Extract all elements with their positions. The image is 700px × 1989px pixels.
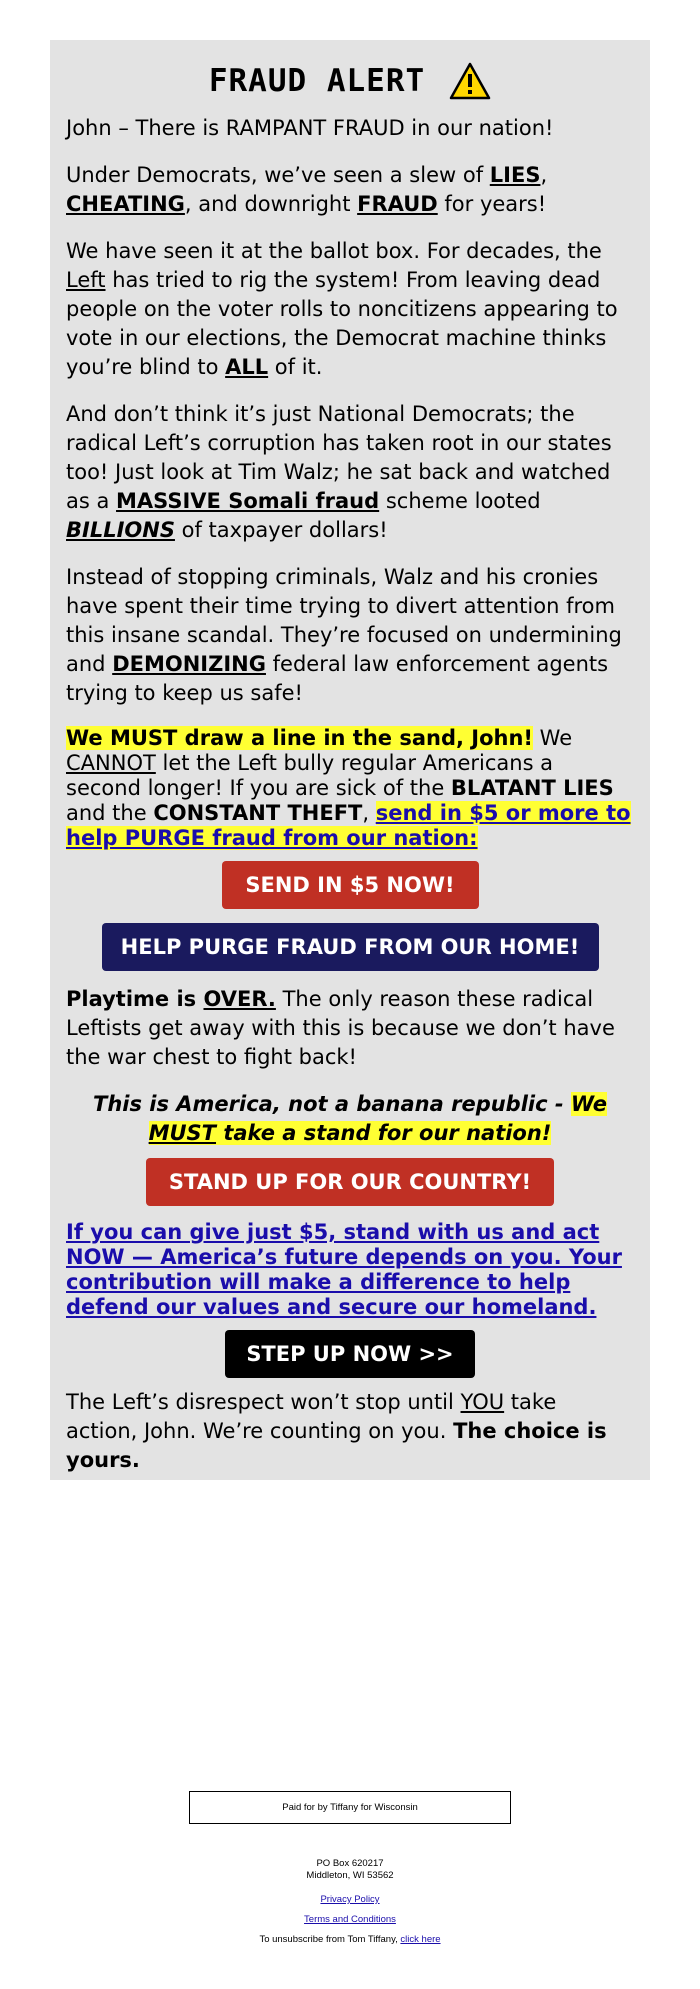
unsubscribe-row bbox=[0, 1934, 700, 1945]
terms-link[interactable]: Terms and Conditions bbox=[304, 1914, 396, 1925]
paragraph-closing: The Left’s disrespect won’t stop until YOU take action, John. We’re counting on you. The choice is yours. bbox=[66, 1390, 607, 1472]
donate-link-give5[interactable]: If you can give just $5, stand with us and act NOW — America’s future depends on you. Your contribution will make a difference to help defend our values and secure our homeland. bbox=[66, 1220, 622, 1319]
terms-link-row bbox=[0, 1914, 700, 1925]
paragraph-walz: And don’t think it’s just National Democrats; the radical Left’s corruption has taken root in our states too! Just look at Tim Walz; he sat back and watched as a MASSIVE Somali fraud scheme looted BILLIONS of taxpayer dollars! bbox=[66, 402, 612, 542]
send5-row bbox=[66, 861, 634, 909]
paragraph-criminals: Instead of stopping criminals, Walz and his cronies have spent their time trying to divert attention from this insane scandal. They’re focused on undermining and DEMONIZING federal law enforcement agents trying to keep us safe! bbox=[66, 565, 622, 705]
address-line-1: PO Box 620217 bbox=[316, 1858, 384, 1869]
paragraph-intro: John – There is RAMPANT FRAUD in our nation! bbox=[66, 116, 554, 140]
stepup-row bbox=[66, 1330, 634, 1378]
paid-for-box: Paid for by Tiffany for Wisconsin bbox=[189, 1791, 511, 1824]
unsubscribe-text: To unsubscribe from Tom Tiffany, bbox=[259, 1934, 401, 1945]
paragraph-lies: Under Democrats, we’ve seen a slew of LIES, CHEATING, and downright FRAUD for years! bbox=[66, 163, 548, 216]
purge-row bbox=[66, 923, 634, 971]
standup-row bbox=[66, 1158, 634, 1206]
help-purge-button[interactable]: HELP PURGE FRAUD FROM OUR HOME! bbox=[102, 923, 599, 971]
send-5-button[interactable]: SEND IN $5 NOW! bbox=[222, 861, 479, 909]
privacy-link-row bbox=[0, 1894, 700, 1905]
email-card bbox=[50, 40, 650, 1480]
donate-link-purge[interactable]: send in $5 or more to help PURGE fraud from our nation: bbox=[66, 801, 631, 850]
paragraph-line-in-sand: We MUST draw a line in the sand, John! We CANNOT let the Left bully regular Americans a second longer! If you are sick of the BLATANT LIES and the CONSTANT THEFT, send in $5 or more to help PURGE fraud from our nation: bbox=[66, 726, 631, 850]
privacy-policy-link[interactable]: Privacy Policy bbox=[320, 1894, 380, 1905]
page-title: FRAUD ALERT bbox=[208, 63, 426, 99]
unsubscribe-link[interactable]: click here bbox=[400, 1934, 441, 1945]
warning-icon bbox=[449, 62, 491, 100]
paragraph-playtime: Playtime is OVER. The only reason these radical Leftists get away with this is because we don’t have the war chest to fight back! bbox=[66, 987, 615, 1069]
step-up-button[interactable]: STEP UP NOW >> bbox=[225, 1330, 475, 1378]
paragraph-banana-republic: This is America, not a banana republic - We MUST take a stand for our nation! bbox=[93, 1092, 607, 1145]
address-line-2: Middleton, WI 53562 bbox=[306, 1870, 394, 1881]
stand-up-button[interactable]: STAND UP FOR OUR COUNTRY! bbox=[146, 1158, 554, 1206]
paragraph-give-link-wrap bbox=[66, 1220, 634, 1320]
paragraph-ballot: We have seen it at the ballot box. For decades, the Left has tried to rig the system! From leaving dead people on the voter rolls to noncitizens appearing to vote in our elections, the Democrat machine thinks you’re blind to ALL of it. bbox=[66, 239, 618, 379]
title-row bbox=[66, 62, 634, 100]
